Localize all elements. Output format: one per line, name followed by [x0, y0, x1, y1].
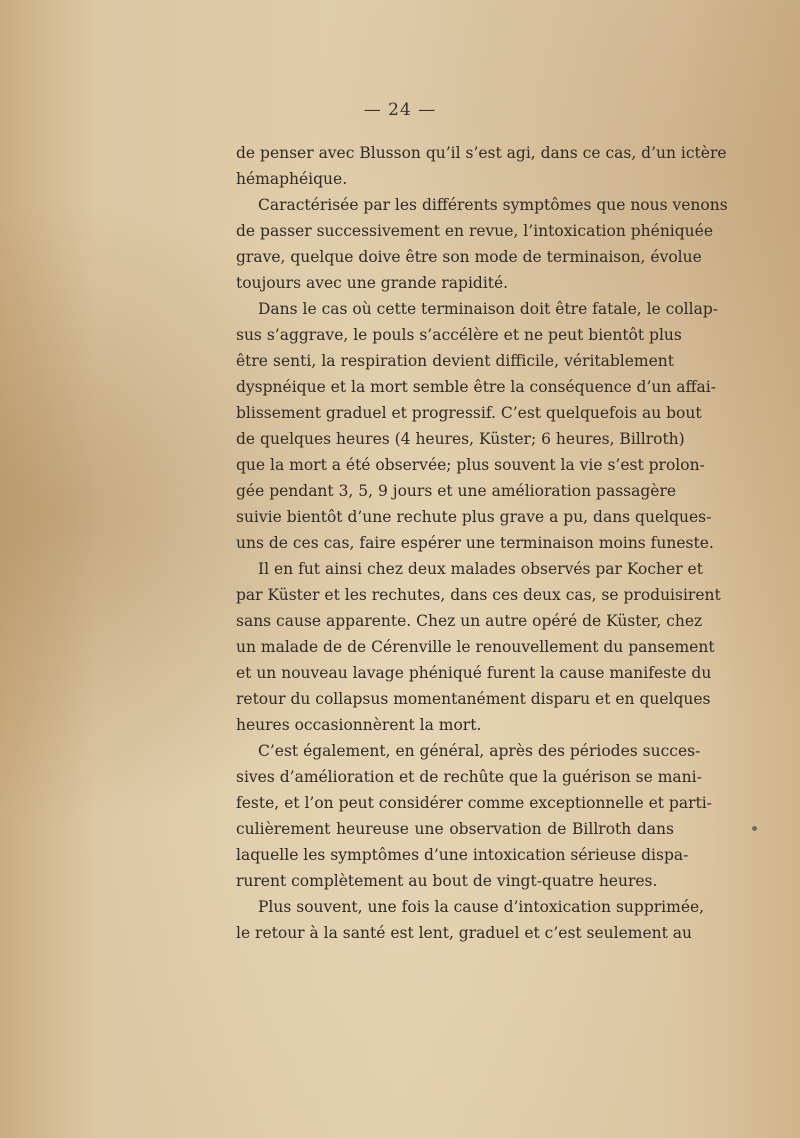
text-line: le retour à la santé est lent, graduel et c’est seulement au: [236, 924, 693, 942]
text-line: laquelle les symptômes d’une intoxication sérieuse dispa-: [236, 846, 689, 864]
text-line: Plus souvent, une fois la cause d’intoxication supprimée,: [258, 898, 705, 916]
text-line: suivie bientôt d’une rechute plus grave a pu, dans quelques-: [236, 508, 712, 526]
text-line: de penser avec Blusson qu’il s’est agi, dans ce cas, d’un ictère: [236, 144, 727, 162]
text-line: dyspnéique et la mort semble être la conséquence d’un affai-: [236, 378, 716, 396]
text-line: Dans le cas où cette terminaison doit être fatale, le collap-: [258, 300, 718, 318]
text-line: gée pendant 3, 5, 9 jours et une amélioration passagère: [236, 482, 677, 500]
text-line: hémaphéique.: [236, 170, 348, 188]
text-line: rurent complètement au bout de vingt-quatre heures.: [236, 872, 658, 890]
text-line: uns de ces cas, faire espérer une terminaison moins funeste.: [236, 534, 714, 552]
text-line: sives d’amélioration et de rechûte que la guérison se mani-: [236, 768, 702, 786]
text-line: être senti, la respiration devient difficile, véritablement: [236, 352, 674, 370]
text-line: feste, et l’on peut considérer comme exceptionnelle et parti-: [236, 794, 712, 812]
text-line: heures occasionnèrent la mort.: [236, 716, 482, 734]
text-line: Caractérisée par les différents symptômes que nous venons: [258, 196, 728, 214]
text-line: C’est également, en général, après des périodes succes-: [258, 742, 701, 760]
text-line: blissement graduel et progressif. C’est quelquefois au bout: [236, 404, 702, 422]
text-line: que la mort a été observée; plus souvent la vie s’est prolon-: [236, 456, 705, 474]
text-line: de passer successivement en revue, l’intoxication phéniquée: [236, 222, 714, 240]
text-line: toujours avec une grande rapidité.: [236, 274, 509, 292]
body-text: [236, 140, 728, 946]
text-line: un malade de de Cérenville le renouvellement du pansement: [236, 638, 715, 656]
page-number: — 24 —: [363, 100, 437, 120]
text-line: retour du collapsus momentanément disparu et en quelques: [236, 690, 711, 708]
ink-speck: [752, 826, 757, 831]
text-line: sans cause apparente. Chez un autre opéré de Küster, chez: [236, 612, 703, 630]
text-line: de quelques heures (4 heures, Küster; 6 heures, Billroth): [236, 430, 685, 448]
text-line: Il en fut ainsi chez deux malades observés par Kocher et: [258, 560, 703, 578]
text-line: sus s’aggrave, le pouls s’accélère et ne peut bientôt plus: [236, 326, 682, 344]
text-line: culièrement heureuse une observation de Billroth dans: [236, 820, 674, 838]
text-line: grave, quelque doive être son mode de terminaison, évolue: [236, 248, 702, 266]
text-line: et un nouveau lavage phéniqué furent la cause manifeste du: [236, 664, 712, 682]
text-line: par Küster et les rechutes, dans ces deux cas, se produisirent: [236, 586, 721, 604]
